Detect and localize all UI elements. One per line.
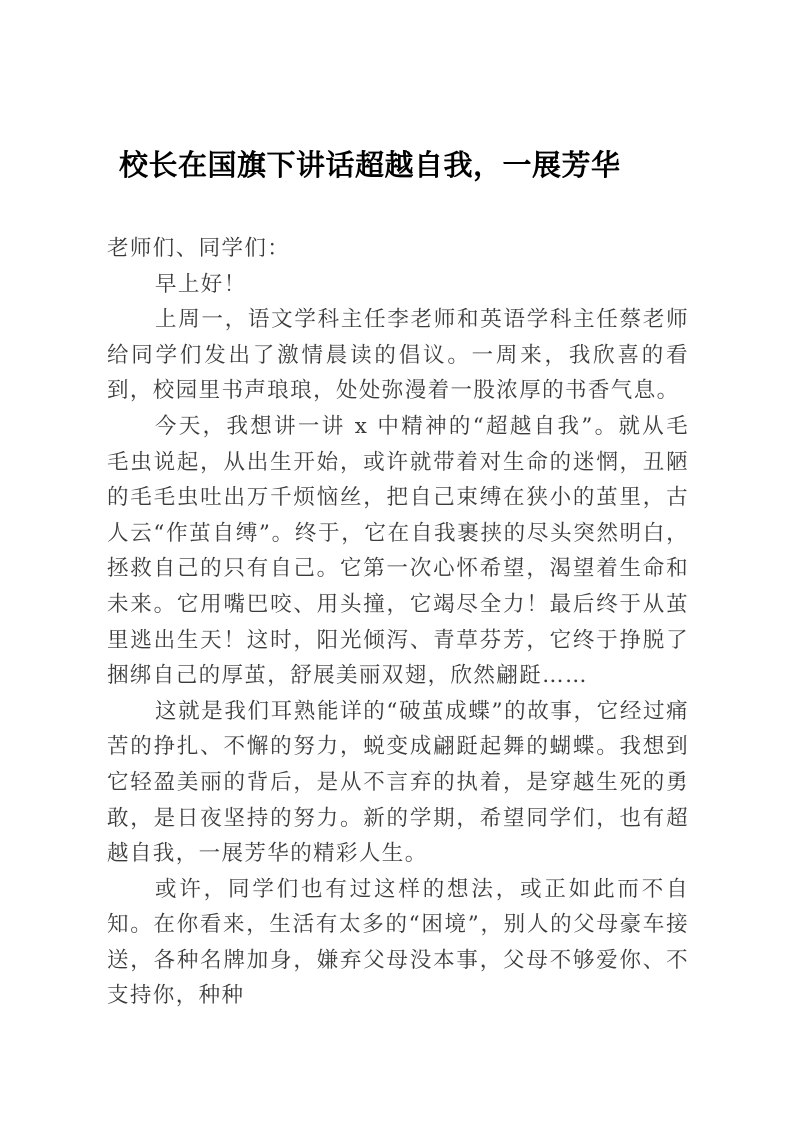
page-title: 校长在国旗下讲话超越自我，一展芳华 [119,148,621,182]
paragraph-perhaps: 或许，同学们也有过这样的想法，或正如此而不自知。在你看来，生活有太多的“困境”，别人的父母豪车接送，各种名牌加身，嫌弃父母没本事，父母不够爱你、不支持你，种种 [107,876,689,1009]
paragraph-caterpillar: 今天，我想讲一讲 x 中精神的“超越自我”。就从毛毛虫说起，从出生开始，或许就带着对生命的迷惘，丑陋的毛毛虫吐出万千烦恼丝，把自己束缚在狭小的茧里，古人云“作茧自缚”。终于，它在自我裹挟的尽头突然明白，拯救自己的只有自己。它第一次心怀希望，渴望着生命和未来。它用嘴巴咬、用头撞，它竭尽全力！最后终于从茧里逃出生天！这时，阳光倾泻、青草芬芳，它终于挣脱了捆绑自己的厚茧，舒展美丽双翅，欣然翩跹…… [107,413,689,689]
paragraph-last-monday: 上周一，语文学科主任李老师和英语学科主任蔡老师给同学们发出了激情晨读的倡议。一周来，我欣喜的看到，校园里书声琅琅，处处弥漫着一股浓厚的书香气息。 [107,307,689,404]
paragraph-greeting: 早上好！ [155,271,247,297]
document-body [107,231,689,1014]
paragraph-butterfly-story: 这就是我们耳熟能详的“破茧成蝶”的故事，它经过痛苦的挣扎、不懈的努力，蜕变成翩跹起舞的蝴蝶。我想到它轻盈美丽的背后，是从不言弃的执着，是穿越生死的勇敢，是日夜坚持的努力。新的学期，希望同学们，也有超越自我，一展芳华的精彩人生。 [107,698,689,867]
document-content [107,0,689,1014]
paragraph-salutation: 老师们、同学们： [107,236,291,261]
